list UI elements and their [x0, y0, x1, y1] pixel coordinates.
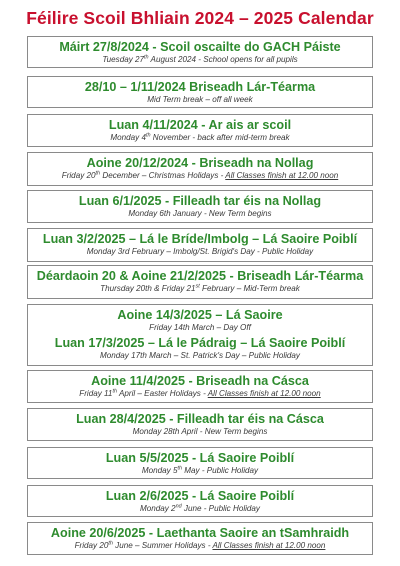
entry-heading: Aoine 11/4/2025 - Briseadh na Cásca	[91, 374, 309, 388]
calendar-entry-june-holiday	[27, 485, 373, 517]
calendar-title: Féilire Scoil Bhliain 2024 – 2025 Calendar	[26, 8, 374, 28]
entry-description: Monday 3rd February – Imbolg/St. Brigid's Day - Public Holiday	[86, 247, 314, 256]
calendar-entry-summer-holidays	[27, 522, 373, 555]
entry-description: Monday 2nd June - Public Holiday	[140, 503, 260, 513]
calendar-entry-easter-return	[27, 408, 373, 441]
entry-heading: Luan 2/6/2025 - Lá Saoire Poiblí	[105, 489, 295, 503]
calendar-entry-march-holidays	[27, 304, 373, 366]
entry-description: Friday 14th March – Day Off	[149, 323, 251, 332]
entry-description: Friday 20th June – Summer Holidays - All Classes finish at 12.00 noon	[74, 540, 326, 550]
calendar-entry-christmas-break	[27, 152, 373, 186]
entry-description: Monday 28th April - New Term begins	[132, 427, 268, 436]
entry-heading: Aoine 14/3/2025 – Lá Saoire	[117, 308, 283, 322]
entry-description: Monday 6th January - New Term begins	[128, 209, 272, 218]
entry-description: Mid Term break – off all week	[147, 95, 253, 104]
entry-description: Monday 17th March – St. Patrick's Day – Public Holiday	[100, 351, 300, 360]
entry-heading: Luan 28/4/2025 - Filleadh tar éis na Cásca	[76, 412, 324, 426]
calendar-entry-midterm-october	[27, 76, 373, 108]
calendar-entry-january-return	[27, 190, 373, 223]
calendar-entry-st-brigids-day	[27, 228, 373, 262]
entry-heading: Luan 6/1/2025 - Filleadh tar éis na Nollag	[78, 194, 322, 208]
entry-description: Monday 4th November - back after mid-term break	[110, 132, 290, 142]
calendar-entry-midterm-february	[27, 265, 373, 299]
calendar-entry-may-holiday	[27, 447, 373, 479]
calendar-entry-easter-break	[27, 370, 373, 403]
entry-heading: Déardaoin 20 & Aoine 21/2/2025 - Briseadh Lár-Téarma	[36, 269, 364, 283]
entry-description: Friday 11th April – Easter Holidays - All Classes finish at 12.00 noon	[79, 388, 321, 398]
entry-description: Thursday 20th & Friday 21st February – Mid-Term break	[100, 283, 300, 293]
entry-heading: Luan 5/5/2025 - Lá Saoire Poiblí	[105, 451, 295, 465]
calendar-entry-school-opens	[27, 36, 373, 68]
entry-description: Friday 20th December – Christmas Holidays - All Classes finish at 12.00 noon	[61, 170, 339, 180]
entry-description: Tuesday 27th August 2024 - School opens for all pupils	[102, 54, 298, 64]
entry-heading: Luan 4/11/2024 - Ar ais ar scoil	[108, 118, 292, 132]
entry-description: Monday 5th May - Public Holiday	[141, 465, 259, 475]
entry-heading: Aoine 20/12/2024 - Briseadh na Nollag	[86, 156, 314, 170]
entry-heading: Luan 3/2/2025 – Lá le Bríde/Imbolg – Lá Saoire Poiblí	[42, 232, 358, 246]
entry-heading: Luan 17/3/2025 – Lá le Pádraig – Lá Saoire Poiblí	[54, 336, 346, 350]
entry-heading: Máirt 27/8/2024 - Scoil oscailte do GACH Páiste	[59, 40, 341, 54]
entry-heading: Aoine 20/6/2025 - Laethanta Saoire an tSamhraidh	[50, 526, 350, 540]
entry-heading: 28/10 – 1/11/2024 Briseadh Lár-Téarma	[84, 80, 316, 94]
calendar-entry-back-to-school	[27, 114, 373, 147]
